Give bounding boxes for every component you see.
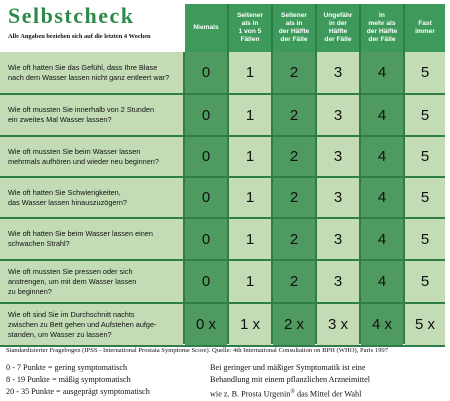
question-row xyxy=(0,137,445,176)
advice-line-3-end: das Mittel der Wahl xyxy=(294,389,362,399)
question-text xyxy=(0,219,183,259)
legend-line-severe: 20 - 35 Punkte = ausgeprägt symptomatisch xyxy=(6,387,150,396)
score-cell-niemals: 0 xyxy=(185,52,227,93)
score-cell-selten-1-von-5: 1 xyxy=(229,137,271,176)
column-header-line: 1 von 5 xyxy=(238,28,262,35)
legend-line-mild: 0 - 7 Punkte = gering symptomatisch xyxy=(6,363,128,372)
score-cell-fast-immer: 5 x xyxy=(405,304,445,345)
column-divider xyxy=(359,4,361,344)
score-cell-niemals: 0 x xyxy=(185,304,227,345)
legend-line-moderate: 8 - 19 Punkte = mäßig symptomatisch xyxy=(6,375,131,384)
column-divider xyxy=(227,4,229,344)
question-row xyxy=(0,52,445,93)
question-line: Wie oft hatten Sie beim Wasser lassen einen xyxy=(8,229,153,238)
question-row xyxy=(0,178,445,217)
column-header-line: In xyxy=(379,12,385,19)
column-header-line: Ungefähr xyxy=(323,12,353,19)
score-cell-selten-haelfte: 2 xyxy=(273,261,315,302)
column-header-line: mehr als xyxy=(368,20,396,27)
column-header-line: Fällen xyxy=(240,36,260,43)
question-line: Wie oft mussten Sie innerhalb von 2 Stunden xyxy=(8,105,155,114)
advice-line-1: Bei geringer und mäßiger Symptomatik ist eine xyxy=(210,363,366,372)
column-header-line: Seltener xyxy=(280,12,307,19)
score-legend xyxy=(6,362,150,398)
column-header-selten-1-von-5 xyxy=(229,4,271,52)
question-line: Wie oft mussten Sie pressen oder sich xyxy=(8,266,133,276)
score-cell-fast-immer: 5 xyxy=(405,219,445,259)
score-cell-mehr-als-haelfte: 4 x xyxy=(361,304,403,345)
column-header-line: der Fälle xyxy=(368,36,396,43)
question-row xyxy=(0,95,445,135)
score-cell-selten-1-von-5: 1 xyxy=(229,261,271,302)
column-header-fast-immer xyxy=(405,4,445,52)
column-header-line: als in xyxy=(285,20,303,27)
question-line: nach dem Wasser lassen nicht ganz entleert war? xyxy=(8,72,170,82)
question-row xyxy=(0,304,445,345)
question-line: Wie oft hatten Sie das Gefühl, dass Ihre Blase xyxy=(8,62,158,72)
score-cell-selten-haelfte: 2 xyxy=(273,137,315,176)
score-cell-ungefaehr-haelfte: 3 xyxy=(317,178,359,217)
column-header-line: der Hälfte xyxy=(278,28,310,35)
column-header-mehr-als-haelfte xyxy=(361,4,403,52)
column-header-line: der Fälle xyxy=(324,36,352,43)
question-row xyxy=(0,261,445,302)
score-cell-niemals: 0 xyxy=(185,219,227,259)
score-cell-selten-haelfte: 2 xyxy=(273,219,315,259)
score-cell-mehr-als-haelfte: 4 xyxy=(361,52,403,93)
question-text xyxy=(0,52,183,93)
score-cell-selten-haelfte: 2 xyxy=(273,178,315,217)
question-line: anstrengen, um mit dem Wasser lassen xyxy=(8,276,137,286)
score-cell-selten-1-von-5: 1 xyxy=(229,178,271,217)
column-divider xyxy=(315,4,317,344)
question-line: zu beginnen? xyxy=(8,286,52,296)
question-text xyxy=(0,95,183,135)
score-cell-fast-immer: 5 xyxy=(405,178,445,217)
score-cell-mehr-als-haelfte: 4 xyxy=(361,95,403,135)
score-cell-selten-1-von-5: 1 x xyxy=(229,304,271,345)
question-text xyxy=(0,261,183,302)
score-cell-ungefaehr-haelfte: 3 xyxy=(317,95,359,135)
question-line: standen, um Wasser zu lassen? xyxy=(8,329,112,339)
question-line: Wie oft mussten Sie beim Wasser lassen xyxy=(8,146,141,156)
question-text xyxy=(0,304,183,345)
score-cell-niemals: 0 xyxy=(185,137,227,176)
advice-line-3-text: wie z. B. Prosta Urgenin xyxy=(210,389,291,399)
page-title: Selbstcheck xyxy=(8,3,135,28)
column-header-line: Niemals xyxy=(193,24,219,31)
column-header-line: immer xyxy=(415,28,435,35)
column-header-line: Fast xyxy=(418,20,432,27)
column-header-line: in der xyxy=(329,20,347,27)
question-line: Wie oft hatten Sie Schwierigkeiten, xyxy=(8,187,121,197)
question-line: schwachen Strahl? xyxy=(8,239,70,248)
score-cell-fast-immer: 5 xyxy=(405,261,445,302)
score-cell-selten-haelfte: 2 x xyxy=(273,304,315,345)
source-note: Standardisierter Fragebogen (IPSS - International Prostata Symptome Score). Quelle: 4th International Consultation on BPH (WHO), Paris 1997 xyxy=(6,347,389,354)
question-text xyxy=(0,178,183,217)
timeframe-note: Alle Angaben beziehen sich auf die letzten 4 Wochen xyxy=(8,33,151,40)
score-cell-selten-1-von-5: 1 xyxy=(229,52,271,93)
column-header-ungefaehr-haelfte xyxy=(317,4,359,52)
column-header-line: der Hälfte xyxy=(366,28,398,35)
question-line: zwischen zu Bett gehen und Aufstehen aufge- xyxy=(8,319,157,329)
advice-line-3 xyxy=(210,386,370,401)
column-header-line: als in xyxy=(241,20,259,27)
question-row xyxy=(0,219,445,259)
column-header-niemals xyxy=(185,4,227,52)
score-cell-fast-immer: 5 xyxy=(405,52,445,93)
question-text xyxy=(0,137,183,176)
score-cell-ungefaehr-haelfte: 3 xyxy=(317,52,359,93)
score-cell-selten-haelfte: 2 xyxy=(273,52,315,93)
question-line: das Wasser lassen hinauszuzögern? xyxy=(8,197,127,207)
score-cell-niemals: 0 xyxy=(185,95,227,135)
column-header-line: der Fälle xyxy=(280,36,308,43)
advice-line-2: Behandlung mit einem pflanzlichen Arzneimittel xyxy=(210,375,371,384)
score-cell-ungefaehr-haelfte: 3 x xyxy=(317,304,359,345)
question-line: ein zweites Mal Wasser lassen? xyxy=(8,115,112,124)
score-cell-selten-1-von-5: 1 xyxy=(229,95,271,135)
column-divider xyxy=(403,4,405,344)
score-cell-niemals: 0 xyxy=(185,178,227,217)
registered-mark: ® xyxy=(290,389,295,395)
score-cell-fast-immer: 5 xyxy=(405,95,445,135)
score-cell-mehr-als-haelfte: 4 xyxy=(361,219,403,259)
column-header-line: Seltener xyxy=(236,12,264,19)
column-divider xyxy=(183,52,185,344)
column-header-selten-haelfte xyxy=(273,4,315,52)
question-line: mehrmals aufhören und wieder neu beginnen? xyxy=(8,156,159,166)
column-divider xyxy=(271,4,273,344)
score-cell-niemals: 0 xyxy=(185,261,227,302)
score-cell-mehr-als-haelfte: 4 xyxy=(361,261,403,302)
column-header-line: Hälfte xyxy=(328,28,348,35)
title-block xyxy=(0,0,183,52)
score-cell-mehr-als-haelfte: 4 xyxy=(361,137,403,176)
score-cell-ungefaehr-haelfte: 3 xyxy=(317,137,359,176)
score-cell-selten-1-von-5: 1 xyxy=(229,219,271,259)
score-cell-fast-immer: 5 xyxy=(405,137,445,176)
score-cell-ungefaehr-haelfte: 3 xyxy=(317,219,359,259)
score-cell-selten-haelfte: 2 xyxy=(273,95,315,135)
treatment-advice xyxy=(210,362,370,401)
question-line: Wie oft sind Sie im Durchschnitt nachts xyxy=(8,309,135,319)
score-cell-ungefaehr-haelfte: 3 xyxy=(317,261,359,302)
score-cell-mehr-als-haelfte: 4 xyxy=(361,178,403,217)
